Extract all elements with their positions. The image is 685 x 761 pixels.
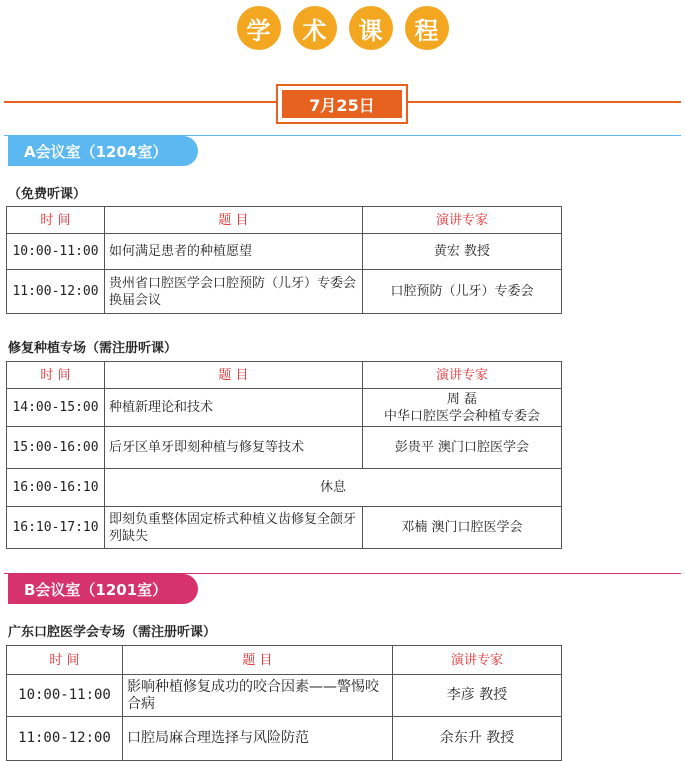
row-speaker: 周 磊 中华口腔医学会种植专委会 (363, 389, 562, 427)
session-label-guangdong: 广东口腔医学会专场（需注册听课） (8, 625, 217, 640)
header-speaker: 演讲专家 (363, 207, 562, 234)
row-speaker: 李彦 教授 (393, 675, 562, 717)
header-speaker: 演讲专家 (393, 646, 562, 675)
table-row (7, 507, 562, 549)
row-time: 15:00-16:00 (7, 427, 105, 469)
table-row (7, 675, 562, 717)
header-time: 时 间 (7, 646, 123, 675)
header-time: 时 间 (7, 207, 105, 234)
table-header-row (7, 646, 562, 675)
row-time: 11:00-12:00 (7, 717, 123, 761)
row-time: 11:00-12:00 (7, 270, 105, 314)
session-label-implant: 修复种植专场（需注册听课） (8, 341, 178, 356)
room-b-tab: B会议室（1201室） (8, 574, 198, 604)
row-topic: 即刻负重整体固定桥式种植义齿修复全颌牙列缺失 (105, 507, 363, 549)
title-char: 课 (349, 6, 393, 50)
date-label: 7月25日 (282, 90, 402, 118)
title-char: 程 (405, 6, 449, 50)
row-topic: 影响种植修复成功的咬合因素——警惕咬合病 (123, 675, 393, 717)
row-speaker: 余东升 教授 (393, 717, 562, 761)
row-speaker: 彭贵平 澳门口腔医学会 (363, 427, 562, 469)
row-time: 10:00-11:00 (7, 675, 123, 717)
header-time: 时 间 (7, 362, 105, 389)
table-row (7, 234, 562, 270)
row-topic: 口腔局麻合理选择与风险防范 (123, 717, 393, 761)
table-header-row (7, 362, 562, 389)
row-speaker: 邓楠 澳门口腔医学会 (363, 507, 562, 549)
table-row (7, 427, 562, 469)
table-row (7, 717, 562, 761)
row-topic: 如何满足患者的种植愿望 (105, 234, 363, 270)
schedule-table-free (6, 206, 562, 314)
row-topic: 贵州省口腔医学会口腔预防（儿牙）专委会换届会议 (105, 270, 363, 314)
table-header-row (7, 207, 562, 234)
date-divider-right (408, 101, 681, 103)
row-break: 休息 (105, 469, 562, 507)
row-time: 16:10-17:10 (7, 507, 105, 549)
schedule-table-guangdong (6, 645, 562, 761)
schedule-table-implant (6, 361, 562, 549)
row-time: 16:00-16:10 (7, 469, 105, 507)
table-row (7, 389, 562, 427)
header-topic: 题 目 (123, 646, 393, 675)
row-topic: 种植新理论和技术 (105, 389, 363, 427)
date-divider-left (4, 101, 276, 103)
header-topic: 题 目 (105, 362, 363, 389)
row-topic: 后牙区单牙即刻种植与修复等技术 (105, 427, 363, 469)
room-a-tab: A会议室（1204室） (8, 136, 198, 166)
row-speaker: 口腔预防（儿牙）专委会 (363, 270, 562, 314)
table-row (7, 270, 562, 314)
session-label-free: （免费听课） (8, 187, 87, 202)
row-time: 10:00-11:00 (7, 234, 105, 270)
title-char: 术 (293, 6, 337, 50)
table-row (7, 469, 562, 507)
page-title (0, 6, 685, 50)
row-speaker: 黄宏 教授 (363, 234, 562, 270)
header-speaker: 演讲专家 (363, 362, 562, 389)
row-time: 14:00-15:00 (7, 389, 105, 427)
title-char: 学 (237, 6, 281, 50)
header-topic: 题 目 (105, 207, 363, 234)
date-banner (276, 84, 408, 124)
